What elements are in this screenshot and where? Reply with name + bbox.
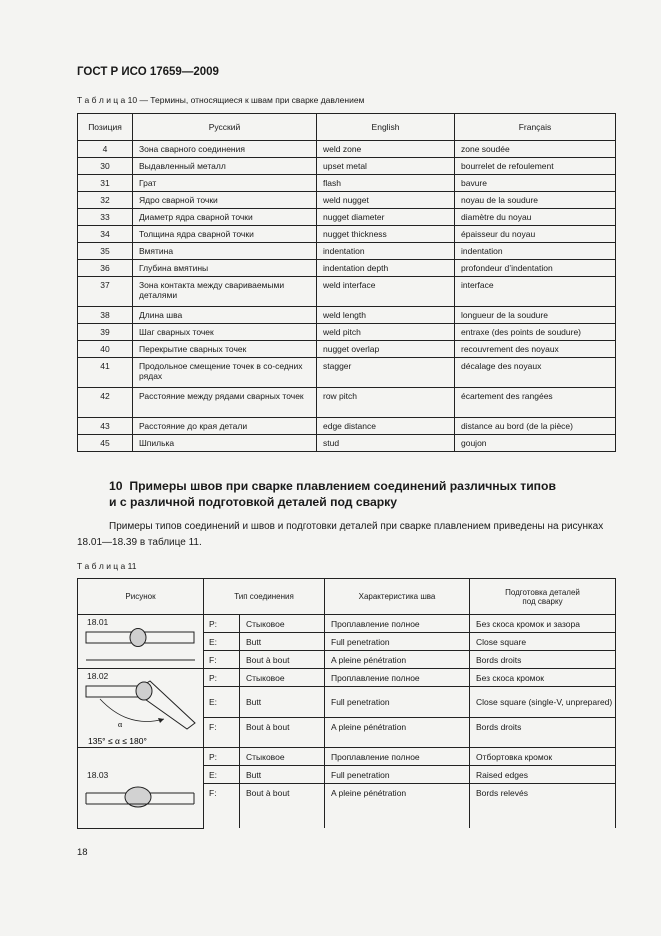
term-french: écartement des rangées — [455, 388, 616, 418]
term-english: upset metal — [317, 158, 455, 175]
joint-type: Стыковое — [240, 615, 325, 633]
position: 41 — [78, 358, 133, 388]
joint-type: Стыковое — [240, 748, 325, 766]
term-english: nugget overlap — [317, 341, 455, 358]
header-preparation — [470, 579, 616, 615]
term-english: indentation — [317, 243, 455, 260]
table-row — [78, 307, 616, 324]
table-row — [78, 388, 616, 418]
table11 — [77, 578, 616, 829]
term-russian: Зона сварного соединения — [133, 141, 317, 158]
term-english: flash — [317, 175, 455, 192]
term-english: weld interface — [317, 277, 455, 307]
term-russian: Зона контакта между свариваемыми деталями — [133, 277, 317, 307]
position: 37 — [78, 277, 133, 307]
term-french: profondeur d’indentation — [455, 260, 616, 277]
term-english: nugget diameter — [317, 209, 455, 226]
term-english: weld zone — [317, 141, 455, 158]
term-russian: Грат — [133, 175, 317, 192]
joint-type: Butt — [240, 633, 325, 651]
term-french: diamètre du noyau — [455, 209, 616, 226]
position: 35 — [78, 243, 133, 260]
preparation: Bords droits — [470, 718, 616, 748]
table-row — [78, 418, 616, 435]
document-header: ГОСТ Р ИСО 17659—2009 — [77, 66, 219, 78]
preparation: Close square — [470, 633, 616, 651]
position: 40 — [78, 341, 133, 358]
term-russian: Глубина вмятины — [133, 260, 317, 277]
joint-type: Butt — [240, 687, 325, 718]
joint-type: Butt — [240, 766, 325, 784]
table-row — [78, 669, 616, 687]
preparation: Отбортовка кромок — [470, 748, 616, 766]
position: 36 — [78, 260, 133, 277]
table-row — [78, 615, 616, 633]
position: 42 — [78, 388, 133, 418]
term-russian: Ядро сварной точки — [133, 192, 317, 209]
weld-characteristic: Проплавление полное — [325, 669, 470, 687]
term-french: longueur de la soudure — [455, 307, 616, 324]
joint-type: Bout à bout — [240, 651, 325, 669]
term-french: recouvrement des noyaux — [455, 341, 616, 358]
figure-label: 18.03 — [87, 770, 109, 780]
section-heading — [109, 478, 556, 510]
position: 4 — [78, 141, 133, 158]
table-row — [78, 158, 616, 175]
table-row — [78, 209, 616, 226]
table10 — [77, 113, 616, 452]
lang-code: F: — [204, 651, 240, 669]
figure-18-03 — [78, 748, 204, 829]
figure-label: 18.02 — [87, 671, 109, 681]
preparation: Bords droits — [470, 651, 616, 669]
header-position: Позиция — [78, 114, 133, 141]
weld-characteristic: A pleine pénétration — [325, 651, 470, 669]
term-english: stud — [317, 435, 455, 452]
term-french: goujon — [455, 435, 616, 452]
term-russian: Диаметр ядра сварной точки — [133, 209, 317, 226]
preparation: Raised edges — [470, 766, 616, 784]
weld-characteristic: Full penetration — [325, 687, 470, 718]
section-paragraph: Примеры типов соединений и швов и подготовки деталей при сварке плавлением приведены на рисунках 18.01—18.39 в таблице 11. — [77, 521, 604, 548]
term-french: décalage des noyaux — [455, 358, 616, 388]
angled-butt-weld-drawing-18-02 — [78, 669, 204, 751]
table11-caption: Т а б л и ц а 11 — [77, 561, 137, 571]
weld-characteristic: Full penetration — [325, 766, 470, 784]
table11-header-row — [78, 579, 616, 615]
preparation: Close square (single-V, unprepared) — [470, 687, 616, 718]
term-russian: Расстояние между рядами сварных точек — [133, 388, 317, 418]
figure-18-02 — [78, 669, 204, 748]
lang-code: F: — [204, 718, 240, 748]
table-row — [78, 341, 616, 358]
term-russian: Шаг сварных точек — [133, 324, 317, 341]
term-english: nugget thickness — [317, 226, 455, 243]
raised-edge-weld-drawing-18-03 — [78, 748, 204, 830]
joint-type: Bout à bout — [240, 784, 325, 829]
page-number: 18 — [77, 847, 88, 858]
section-title-line2: и с различной подготовкой деталей под сварку — [109, 495, 398, 509]
table-row — [78, 358, 616, 388]
position: 34 — [78, 226, 133, 243]
term-russian: Выдавленный металл — [133, 158, 317, 175]
table-row — [78, 175, 616, 192]
lang-code: E: — [204, 766, 240, 784]
table-row — [78, 226, 616, 243]
position: 30 — [78, 158, 133, 175]
figure-18-01 — [78, 615, 204, 669]
section-number: 10 — [109, 479, 123, 493]
term-english: row pitch — [317, 388, 455, 418]
lang-code: P: — [204, 748, 240, 766]
term-french: interface — [455, 277, 616, 307]
term-french: entraxe (des points de soudure) — [455, 324, 616, 341]
term-french: noyau de la soudure — [455, 192, 616, 209]
joint-type: Стыковое — [240, 669, 325, 687]
table-row — [78, 243, 616, 260]
term-russian: Перекрытие сварных точек — [133, 341, 317, 358]
weld-characteristic: Full penetration — [325, 633, 470, 651]
position: 43 — [78, 418, 133, 435]
table-row — [78, 748, 616, 766]
joint-type: Bout à bout — [240, 718, 325, 748]
lang-code: P: — [204, 615, 240, 633]
header-preparation-line2: под сварку — [522, 596, 563, 606]
term-russian: Шпилька — [133, 435, 317, 452]
header-english: English — [317, 114, 455, 141]
preparation: Без скоса кромок и зазора — [470, 615, 616, 633]
preparation: Bords relevés — [470, 784, 616, 829]
position: 33 — [78, 209, 133, 226]
term-russian: Продольное смещение точек в со-седних рядах — [133, 358, 317, 388]
term-russian: Вмятина — [133, 243, 317, 260]
term-english: weld pitch — [317, 324, 455, 341]
position: 39 — [78, 324, 133, 341]
angle-symbol: α — [118, 720, 123, 729]
weld-characteristic: Проплавление полное — [325, 748, 470, 766]
weld-characteristic: A pleine pénétration — [325, 718, 470, 748]
term-french: zone soudée — [455, 141, 616, 158]
term-french: distance au bord (de la pièce) — [455, 418, 616, 435]
header-preparation-line1: Подготовка деталей — [505, 587, 580, 597]
lang-code: E: — [204, 633, 240, 651]
table-row — [78, 277, 616, 307]
term-russian: Толщина ядра сварной точки — [133, 226, 317, 243]
position: 32 — [78, 192, 133, 209]
table10-caption: Т а б л и ц а 10 — Термины, относящиеся к швам при сварке давлением — [77, 95, 365, 105]
position: 38 — [78, 307, 133, 324]
term-english: weld nugget — [317, 192, 455, 209]
figure-label: 18.01 — [87, 617, 109, 627]
position: 31 — [78, 175, 133, 192]
table10-body — [78, 141, 616, 452]
butt-weld-drawing-18-01 — [78, 615, 204, 670]
term-french: bavure — [455, 175, 616, 192]
term-russian: Расстояние до края детали — [133, 418, 317, 435]
table-row — [78, 324, 616, 341]
table-row — [78, 141, 616, 158]
position: 45 — [78, 435, 133, 452]
table10-header-row — [78, 114, 616, 141]
term-french: indentation — [455, 243, 616, 260]
term-english: stagger — [317, 358, 455, 388]
weld-characteristic: A pleine pénétration — [325, 784, 470, 829]
term-french: épaisseur du noyau — [455, 226, 616, 243]
table-row — [78, 435, 616, 452]
term-french: bourrelet de refoulement — [455, 158, 616, 175]
header-joint-type: Тип соединения — [204, 579, 325, 615]
weld-characteristic: Проплавление полное — [325, 615, 470, 633]
header-russian: Русский — [133, 114, 317, 141]
term-english: weld length — [317, 307, 455, 324]
angle-range: 135° ≤ α ≤ 180° — [88, 736, 147, 746]
section-title-line1: Примеры швов при сварке плавлением соединений различных типов — [129, 479, 556, 493]
term-english: indentation depth — [317, 260, 455, 277]
lang-code: P: — [204, 669, 240, 687]
header-weld-characteristic: Характеристика шва — [325, 579, 470, 615]
table-row — [78, 192, 616, 209]
header-figure: Рисунок — [78, 579, 204, 615]
table-row — [78, 260, 616, 277]
header-french: Français — [455, 114, 616, 141]
preparation: Без скоса кромок — [470, 669, 616, 687]
lang-code: F: — [204, 784, 240, 829]
lang-code: E: — [204, 687, 240, 718]
term-russian: Длина шва — [133, 307, 317, 324]
term-english: edge distance — [317, 418, 455, 435]
